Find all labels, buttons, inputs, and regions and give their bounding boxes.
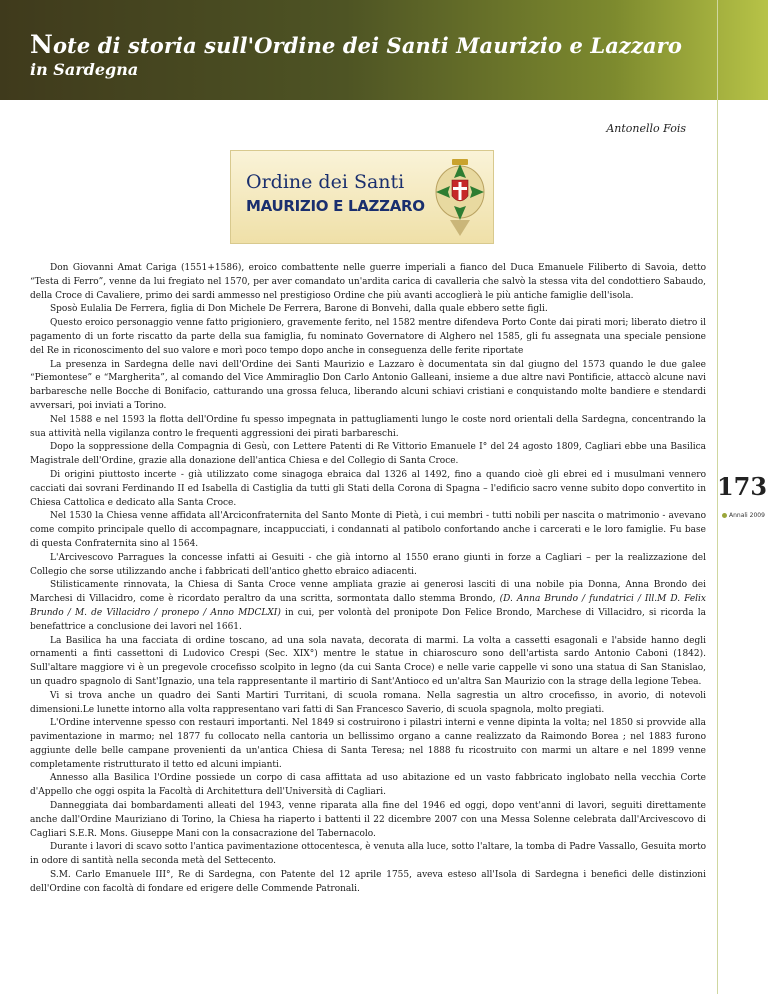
article-subtitle: in Sardegna [30,60,139,79]
article-body [30,262,706,897]
paragraph: L'Arcivescovo Parragues la concesse infatti ai Gesuiti - che già intorno al 1550 erano giunti in forze a Cagliari – per la realizzazione del Collegio che sorse utilizzando anche i fabbricati dell'antico ghetto ebraico adiacenti. [30,552,706,577]
paragraph: Sposò Eulalia De Ferrera, figlia di Don Michele De Ferrera, Barone di Bonvehi, dalla quale ebbero sette figli. [50,304,548,315]
bullet-icon [722,513,727,518]
article-title [30,30,682,59]
author-name: Antonello Fois [606,122,686,135]
paragraph: Danneggiata dai bombardamenti alleati del 1943, venne riparata alla fine del 1946 ed oggi, dopo vent'anni di lavori, seguiti direttamente anche dall'Ordine Mauriziano di Torino, la Chiesa ha riaperto i battenti il 22 dicembre 2007 con una Messa Solenne celebrata dall'Arcivescovo di Cagliari S.E.R. Mons. Giuseppe Mani con la consacrazione del Tabernacolo. [30,801,706,839]
paragraph: Don Giovanni Amat Cariga (1551+1586), eroico combattente nelle guerre imperiali a fianco del Duca Emanuele Filiberto di Savoia, detto “Testa di Ferro”, venne da lui fregiato nel 1570, per aver comandato un'ardita carica di cavalleria che salvò la stessa vita del condottiero Sabaudo, della Croce di Cavaliere, primo dei sardi ammesso nel prestigioso Ordine che più avanti accoglierà le più antiche famiglie dell'isola. [30,263,706,301]
page-number: 173 [716,472,768,501]
paragraph: Questo eroico personaggio venne fatto prigioniero, gravemente ferito, nel 1582 mentre difendeva Porto Conte dai pirati mori; liberato dietro il pagamento di un forte riscatto da parte della sua famiglia, fu nominato Governatore di Alghero nel 1585, gli fu assegnata una speciale pensione del Re in riconoscimento del suo valore e morì poco tempo dopo anche in conseguenza delle ferite riportate [30,318,706,356]
title-initial: N [30,30,53,59]
publication-text: Annali 2009 [729,512,765,519]
logo-line1: Ordine dei Santi [246,171,405,193]
paragraph: Durante i lavori di scavo sotto l'antica pavimentazione ottocentesca, è venuta alla luce, sotto l'altare, la tomba di Padre Vassallo, Gesuita morto in odore di santità nella seconda metà del Settecento. [30,842,706,867]
paragraph: Vi si trova anche un quadro dei Santi Martiri Turritani, di scuola romana. Nella sagrestia un altro crocefisso, in avorio, di notevoli dimensioni.Le lunette intorno alla volta rappresentano vari fatti di San Francesco Saverio, di scuola spagnola, molto pregiati. [30,690,706,715]
paragraph: La Basilica ha una facciata di ordine toscano, ad una sola navata, decorata di marmi. La volta a cassetti esagonali e l'abside hanno degli ornamenti a finti cassettoni di Ludovico Crespi (Sec. XIX°) mentre le statue in chiaroscuro sono dell'artista sardo Antonio Caboni (1842). Sull'altare maggiore vi è un pregevole crocefisso scolpito in legno (da cui Santa Croce) e nelle varie cappelle vi sono una statua di San Stanislao, un quadro spagnolo di Sant'Ignazio, una tela rappresentante il martirio di Sant'Antioco ed un'altra San Maurizio con la strage della legione Tebea. [30,635,706,687]
paragraph: Nel 1588 e nel 1593 la flotta dell'Ordine fu spesso impegnata in pattugliamenti lungo le coste nord orientali della Sardegna, concentrando la sua attività nella vigilanza contro le frequenti aggressioni dei pirati barbareschi. [30,414,706,439]
paragraph-text-after: in cui, per volontà del pronipote Don Felice Brondo, Marchese di Villacidro, si ricorda la benefattrice a conclusione dei lavori nel 1661. [30,607,706,632]
paragraph [30,579,706,634]
order-cross-emblem-icon [432,156,488,238]
paragraph: Annesso alla Basilica l'Ordine possiede un corpo di casa affittata ad uso abitazione ed un vasto fabbricato inglobato nella vecchia Corte d'Appello che oggi ospita la Facoltà di Architettura dell'Università di Cagliari. [30,773,706,798]
title-text: ote di storia sull'Ordine dei Santi Maurizio e Lazzaro [52,33,682,58]
inscription-text: (D. Anna Brundo / fundatrici / Ill.M D. Felix Brundo / M. de Villacidro / pronepo / Anno MDCLXI) [30,594,707,618]
paragraph-text: Stilisticamente rinnovata, la Chiesa di Santa Croce venne ampliata grazie ai generosi lasciti di una nobile pia Donna, Anna Brondo dei Marchesi di Villacidro, come è ricordato peraltro da una scritta, sormontata dallo stemma Brondo, [30,580,706,605]
paragraph: Nel 1530 la Chiesa venne affidata all'Arciconfraternita del Santo Monte di Pietà, i cui membri - tutti nobili per nascita o matrimonio - avevano come compito principale quello di accompagnare, incappucciati, i condannati al patibolo confortando anche i carcerati e le loro famiglie. Fu base di questa Confraternita sino al 1564. [30,511,706,549]
publication-label [722,512,765,519]
paragraph: L'Ordine intervenne spesso con restauri importanti. Nel 1849 si costruirono i pilastri interni e venne dipinta la volta; nel 1850 si provvide alla pavimentazione in marmo; nel 1877 fu collocato nella cantoria un bellissimo organo a canne realizzato da Raimondo Borea ; nel 1883 furono aggiunte delle belle campane provenienti da un'antica Chiesa di Santa Teresa; nel 1888 fu ricostruito con marmi un altare e nel 1899 venne completamente ristrutturato il tetto ed alcuni impianti. [30,718,706,770]
logo-line2: MAURIZIO E LAZZARO [246,197,425,215]
paragraph: S.M. Carlo Emanuele III°, Re di Sardegna, con Patente del 12 aprile 1755, aveva esteso all'Isola di Sardegna i benefici delle distinzioni dell'Ordine con facoltà di fondare ed erigere delle Commende Patronali. [30,870,706,894]
paragraph: La presenza in Sardegna delle navi dell'Ordine dei Santi Maurizio e Lazzaro è documentata sin dal giugno del 1573 quando le due galee “Piemontese” e “Margherita”, al comando del Vice Ammiraglio Don Carlo Antonio Galleani, insieme a due altre navi Pontificie, attaccò alcune navi barbaresche nelle Bocche di Bonifacio, catturando una grossa feluca, liberando alcuni schiavi cristiani e conquistando molte bandiere e stendardi avversari, poi inviati a Torino. [30,359,706,411]
paragraph: Dopo la soppressione della Compagnia di Gesù, con Lettere Patenti di Re Vittorio Emanuele I° del 24 agosto 1809, Cagliari ebbe una Basilica Magistrale dell'Ordine, grazie alla donazione dell'antica Chiesa e del Collegio di Santa Croce. [30,442,706,467]
order-logo [230,150,494,244]
paragraph: Di origini piuttosto incerte - già utilizzato come sinagoga ebraica dal 1326 al 1492, fino a quando cioè gli ebrei ed i musulmani vennero cacciati dai sovrani Ferdinando II ed Isabella di Castiglia da tutti gli Stati della Corona di Spagna – l'edificio sacro venne subito dopo convertito in Chiesa Cattolica e dedicato alla Santa Croce. [30,469,706,508]
